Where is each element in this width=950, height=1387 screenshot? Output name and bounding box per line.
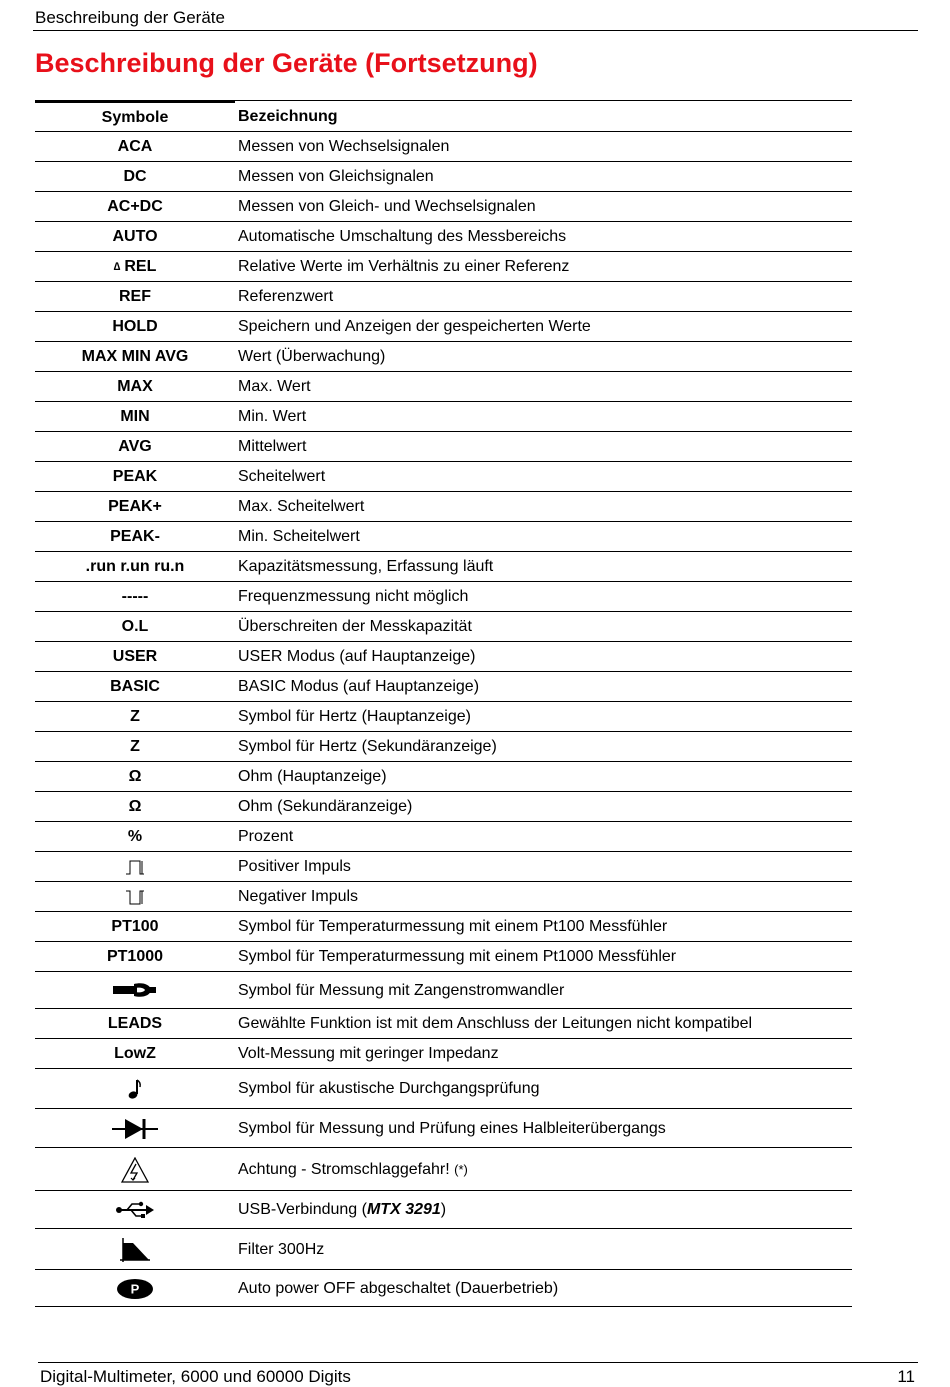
symbol-cell: MAX xyxy=(117,378,153,395)
description-cell: Filter 300Hz xyxy=(238,1240,325,1258)
symbol-cell xyxy=(35,1148,235,1190)
symbol-cell: MIN xyxy=(120,408,150,425)
symbol-cell xyxy=(35,1109,235,1147)
table-row xyxy=(35,132,852,162)
description-cell: Max. Wert xyxy=(238,378,311,395)
description-cell: Min. Wert xyxy=(238,408,307,425)
symbol-cell: REF xyxy=(119,288,151,305)
symbol-cell: PEAK+ xyxy=(108,498,162,515)
current-clamp-icon xyxy=(112,982,158,1000)
description-cell: USER Modus (auf Hauptanzeige) xyxy=(238,648,476,665)
table-row xyxy=(35,612,852,642)
continuity-beeper-icon xyxy=(127,1078,143,1100)
symbol-cell: O.L xyxy=(121,618,149,635)
symbol-cell: ----- xyxy=(121,588,149,605)
auto-power-off-p-icon xyxy=(116,1278,154,1300)
table-row xyxy=(35,1270,852,1307)
symbol-cell xyxy=(35,972,235,1008)
symbol-cell: MAX MIN AVG xyxy=(81,348,189,365)
header-description: Bezeichnung xyxy=(235,100,852,132)
symbol-cell: Ω xyxy=(128,768,142,785)
footer-document-title: Digital-Multimeter, 6000 und 60000 Digits xyxy=(40,1367,351,1386)
lowpass-filter-icon xyxy=(119,1237,151,1263)
symbol-cell: Z xyxy=(130,738,140,755)
description-cell: Speichern und Anzeigen der gespeicherten Werte xyxy=(238,318,591,335)
symbol-text: REL xyxy=(124,258,157,275)
description-cell: Gewählte Funktion ist mit dem Anschluss der Leitungen nicht kompatibel xyxy=(238,1015,753,1032)
symbol-cell: LowZ xyxy=(114,1045,156,1062)
symbol-cell: AC+DC xyxy=(107,198,163,215)
symbol-cell: USER xyxy=(112,648,158,665)
running-header: Beschreibung der Geräte xyxy=(35,8,225,27)
symbol-cell xyxy=(35,1069,235,1108)
model-name: MTX 3291 xyxy=(366,1201,441,1218)
table-row xyxy=(35,312,852,342)
table-row xyxy=(35,762,852,792)
table-row xyxy=(35,642,852,672)
table-row xyxy=(35,1009,852,1039)
description-cell: Automatische Umschaltung des Messbereichs xyxy=(238,228,567,245)
symbol-cell xyxy=(35,1229,235,1269)
symbol-cell xyxy=(35,882,235,911)
description-cell: Positiver Impuls xyxy=(238,858,351,875)
symbol-cell: DC xyxy=(123,168,147,185)
table-row xyxy=(35,1039,852,1069)
symbol-cell: PEAK- xyxy=(110,528,160,545)
table-row xyxy=(35,192,852,222)
usb-icon xyxy=(115,1200,155,1220)
description-text: Achtung - Stromschlaggefahr! xyxy=(238,1160,455,1178)
description-cell: Mittelwert xyxy=(238,438,307,455)
description-cell: Kapazitätsmessung, Erfassung läuft xyxy=(238,558,494,575)
description-cell: BASIC Modus (auf Hauptanzeige) xyxy=(238,678,480,695)
description-cell: Messen von Gleich- und Wechselsignalen xyxy=(238,198,536,215)
table-row xyxy=(35,402,852,432)
symbol-cell: AVG xyxy=(118,438,152,455)
header-symbol: Symbole xyxy=(35,100,235,132)
table-row xyxy=(35,942,852,972)
description-cell: Max. Scheitelwert xyxy=(238,498,365,515)
description-cell: Symbol für Temperaturmessung mit einem Pt100 Messfühler xyxy=(238,918,668,935)
symbol-cell: HOLD xyxy=(112,318,158,335)
electric-shock-warning-icon xyxy=(121,1157,149,1183)
description-cell: Scheitelwert xyxy=(238,468,326,485)
positive-pulse-icon xyxy=(125,858,145,876)
description-cell: Ohm (Hauptanzeige) xyxy=(238,768,387,785)
symbol-cell xyxy=(35,852,235,881)
description-text: USB-Verbindung ( xyxy=(238,1201,367,1218)
description-cell xyxy=(235,1148,852,1190)
table-row xyxy=(35,162,852,192)
page-title: Beschreibung der Geräte (Fortsetzung) xyxy=(35,48,538,78)
description-cell: Messen von Wechselsignalen xyxy=(238,138,450,155)
table-row xyxy=(35,972,852,1009)
table-header-row xyxy=(35,100,852,132)
description-cell: Symbol für Hertz (Sekundäranzeige) xyxy=(238,738,497,755)
table-row xyxy=(35,342,852,372)
symbol-cell: BASIC xyxy=(110,678,160,695)
table-row xyxy=(35,432,852,462)
description-cell: Symbol für Messung mit Zangenstromwandler xyxy=(238,981,565,999)
table-row xyxy=(35,282,852,312)
description-cell: Symbol für Messung und Prüfung eines Halbleiterübergangs xyxy=(238,1119,666,1137)
p-badge-label: P xyxy=(130,1281,140,1296)
table-row xyxy=(35,882,852,912)
description-cell: Volt-Messung mit geringer Impedanz xyxy=(238,1045,499,1062)
page-number: 11 xyxy=(897,1367,915,1386)
symbol-cell: ACA xyxy=(117,138,153,155)
symbol-cell xyxy=(35,1191,235,1228)
symbol-cell: .run r.un ru.n xyxy=(85,558,185,575)
description-cell: Min. Scheitelwert xyxy=(238,528,360,545)
table-row xyxy=(35,1069,852,1109)
table-row xyxy=(35,462,852,492)
description-cell: Prozent xyxy=(238,828,294,845)
table-row xyxy=(35,1109,852,1148)
table-row xyxy=(35,582,852,612)
description-cell: Ohm (Sekundäranzeige) xyxy=(238,798,413,815)
table-row xyxy=(35,822,852,852)
table-row xyxy=(35,732,852,762)
description-cell: Auto power OFF abgeschaltet (Dauerbetrieb) xyxy=(238,1279,559,1297)
description-cell: Symbol für akustische Durchgangsprüfung xyxy=(238,1080,540,1097)
description-cell: Messen von Gleichsignalen xyxy=(238,168,434,185)
symbol-cell: PT100 xyxy=(111,918,159,935)
table-row xyxy=(35,1229,852,1270)
table-row xyxy=(35,222,852,252)
diode-icon xyxy=(111,1117,159,1141)
description-cell: Referenzwert xyxy=(238,288,334,305)
symbol-cell: AUTO xyxy=(112,228,158,245)
table-row xyxy=(35,372,852,402)
table-row xyxy=(35,702,852,732)
delta-icon: ∆ xyxy=(113,261,121,273)
table-row xyxy=(35,672,852,702)
symbol-cell: PT1000 xyxy=(106,948,164,965)
table-row xyxy=(35,792,852,822)
table-row xyxy=(35,912,852,942)
description-cell: Überschreiten der Messkapazität xyxy=(238,618,472,635)
symbol-cell: Z xyxy=(130,708,140,725)
negative-pulse-icon xyxy=(125,888,145,906)
symbol-cell: PEAK xyxy=(112,468,158,485)
description-cell xyxy=(235,1191,852,1228)
symbol-cell: Ω xyxy=(128,798,142,815)
table-row xyxy=(35,522,852,552)
footer-rule xyxy=(38,1362,918,1363)
table-row xyxy=(35,1148,852,1191)
symbol-cell xyxy=(35,1270,235,1306)
header-rule xyxy=(33,30,918,31)
description-suffix: ) xyxy=(440,1201,447,1218)
description-cell: Wert (Überwachung) xyxy=(238,348,386,365)
description-cell: Relative Werte im Verhältnis zu einer Referenz xyxy=(238,258,570,275)
table-row xyxy=(35,492,852,522)
symbols-table xyxy=(35,100,852,1307)
description-cell: Symbol für Hertz (Hauptanzeige) xyxy=(238,708,471,725)
symbol-cell: LEADS xyxy=(107,1015,163,1032)
table-row xyxy=(35,252,852,282)
table-row xyxy=(35,552,852,582)
description-cell: Negativer Impuls xyxy=(238,888,359,905)
table-row xyxy=(35,1191,852,1229)
symbol-cell xyxy=(35,252,235,281)
table-row xyxy=(35,852,852,882)
description-cell: Frequenzmessung nicht möglich xyxy=(238,588,469,605)
description-cell: Symbol für Temperaturmessung mit einem Pt1000 Messfühler xyxy=(238,948,677,965)
symbol-cell: % xyxy=(127,828,143,845)
footnote-marker: (*) xyxy=(454,1162,468,1177)
